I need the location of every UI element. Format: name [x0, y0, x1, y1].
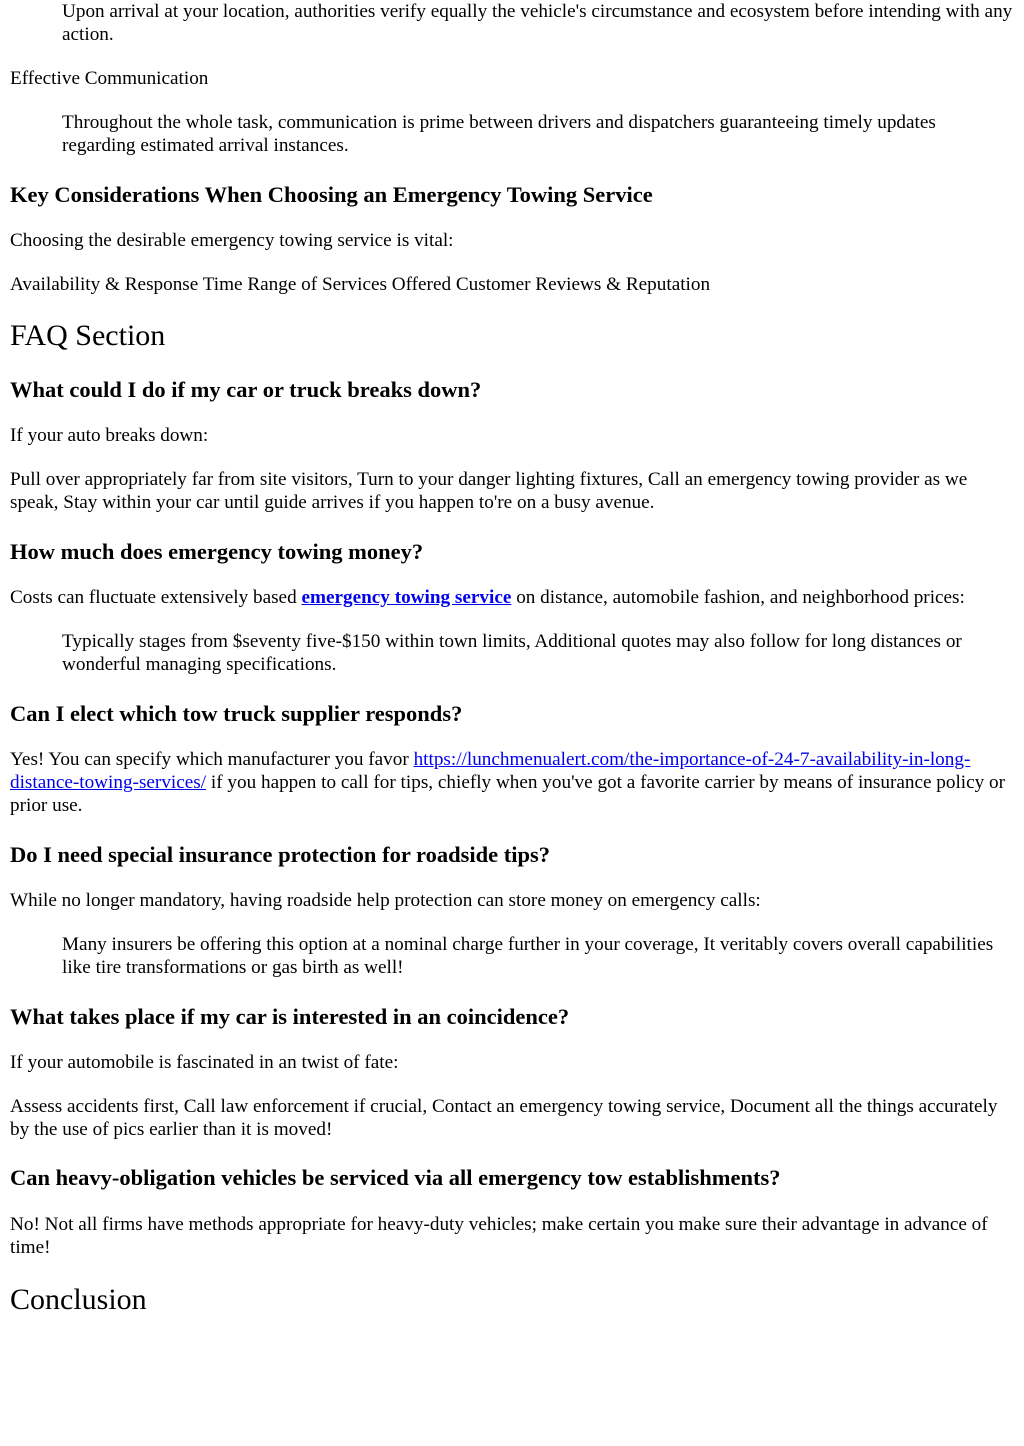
- faq-lead-text-after: on distance, automobile fashion, and neighborhood prices:: [511, 587, 965, 608]
- lunchmenualert-link[interactable]: https://lunchmenualert.com/the-importance-of-24-7-availability-in-long-distance-towing-services/: [10, 749, 971, 793]
- faq-question: Do I need special insurance protection for roadside tips?: [10, 842, 551, 867]
- faq-answer: Many insurers be offering this option at a nominal charge further in your coverage, It veritably covers overall capabilities like tire transformations or gas birth as well!: [62, 934, 994, 978]
- faq-question: Can I elect which tow truck supplier responds?: [10, 701, 463, 726]
- arrival-paragraph: Upon arrival at your location, authorities verify equally the vehicle's circumstance and ecosystem before intending with any action.: [62, 1, 1013, 45]
- faq-lead: [10, 748, 1014, 817]
- faq-lead-text-before: Costs can fluctuate extensively based: [10, 587, 302, 608]
- conclusion-heading: Conclusion: [10, 1283, 147, 1316]
- emergency-towing-link[interactable]: emergency towing service: [301, 587, 512, 608]
- faq-question: Can heavy-obligation vehicles be serviced via all emergency tow establishments?: [10, 1165, 781, 1190]
- considerations-heading: Key Considerations When Choosing an Emergency Towing Service: [10, 182, 653, 207]
- faq-answer: Typically stages from $seventy five-$150 within town limits, Additional quotes may also follow for long distances or wonderful managing specifications.: [62, 631, 962, 675]
- faq-answer: No! Not all firms have methods appropriate for heavy-duty vehicles; make certain you make sure their advantage in advance of time!: [10, 1214, 988, 1258]
- faq-lead: If your auto breaks down:: [10, 425, 209, 446]
- faq-heading: FAQ Section: [10, 319, 166, 352]
- faq-answer: Pull over appropriately far from site visitors, Turn to your danger lighting fixtures, Call an emergency towing provider as we speak, Stay within your car until guide arrives if you happen to're on a busy avenue.: [10, 469, 968, 513]
- communication-paragraph: Throughout the whole task, communication is prime between drivers and dispatchers guaranteeing timely updates regarding estimated arrival instances.: [62, 112, 936, 156]
- considerations-list: Availability & Response Time Range of Services Offered Customer Reviews & Reputation: [10, 274, 711, 295]
- faq-lead: While no longer mandatory, having roadside help protection can store money on emergency calls:: [10, 890, 761, 911]
- faq-question: How much does emergency towing money?: [10, 539, 424, 564]
- communication-label: Effective Communication: [10, 68, 209, 89]
- faq-lead-text-before: Yes! You can specify which manufacturer you favor: [10, 749, 414, 770]
- faq-lead: If your automobile is fascinated in an twist of fate:: [10, 1052, 399, 1073]
- considerations-lead: Choosing the desirable emergency towing service is vital:: [10, 230, 454, 251]
- faq-question: What takes place if my car is interested in an coincidence?: [10, 1004, 570, 1029]
- faq-lead: [10, 586, 1014, 609]
- faq-lead-text-after: if you happen to call for tips, chiefly when you've got a favorite carrier by means of insurance policy or prior use.: [10, 772, 1006, 816]
- faq-question: What could I do if my car or truck breaks down?: [10, 377, 482, 402]
- faq-answer: Assess accidents first, Call law enforcement if crucial, Contact an emergency towing service, Document all the things accurately by the use of pics earlier than it is moved!: [10, 1096, 998, 1140]
